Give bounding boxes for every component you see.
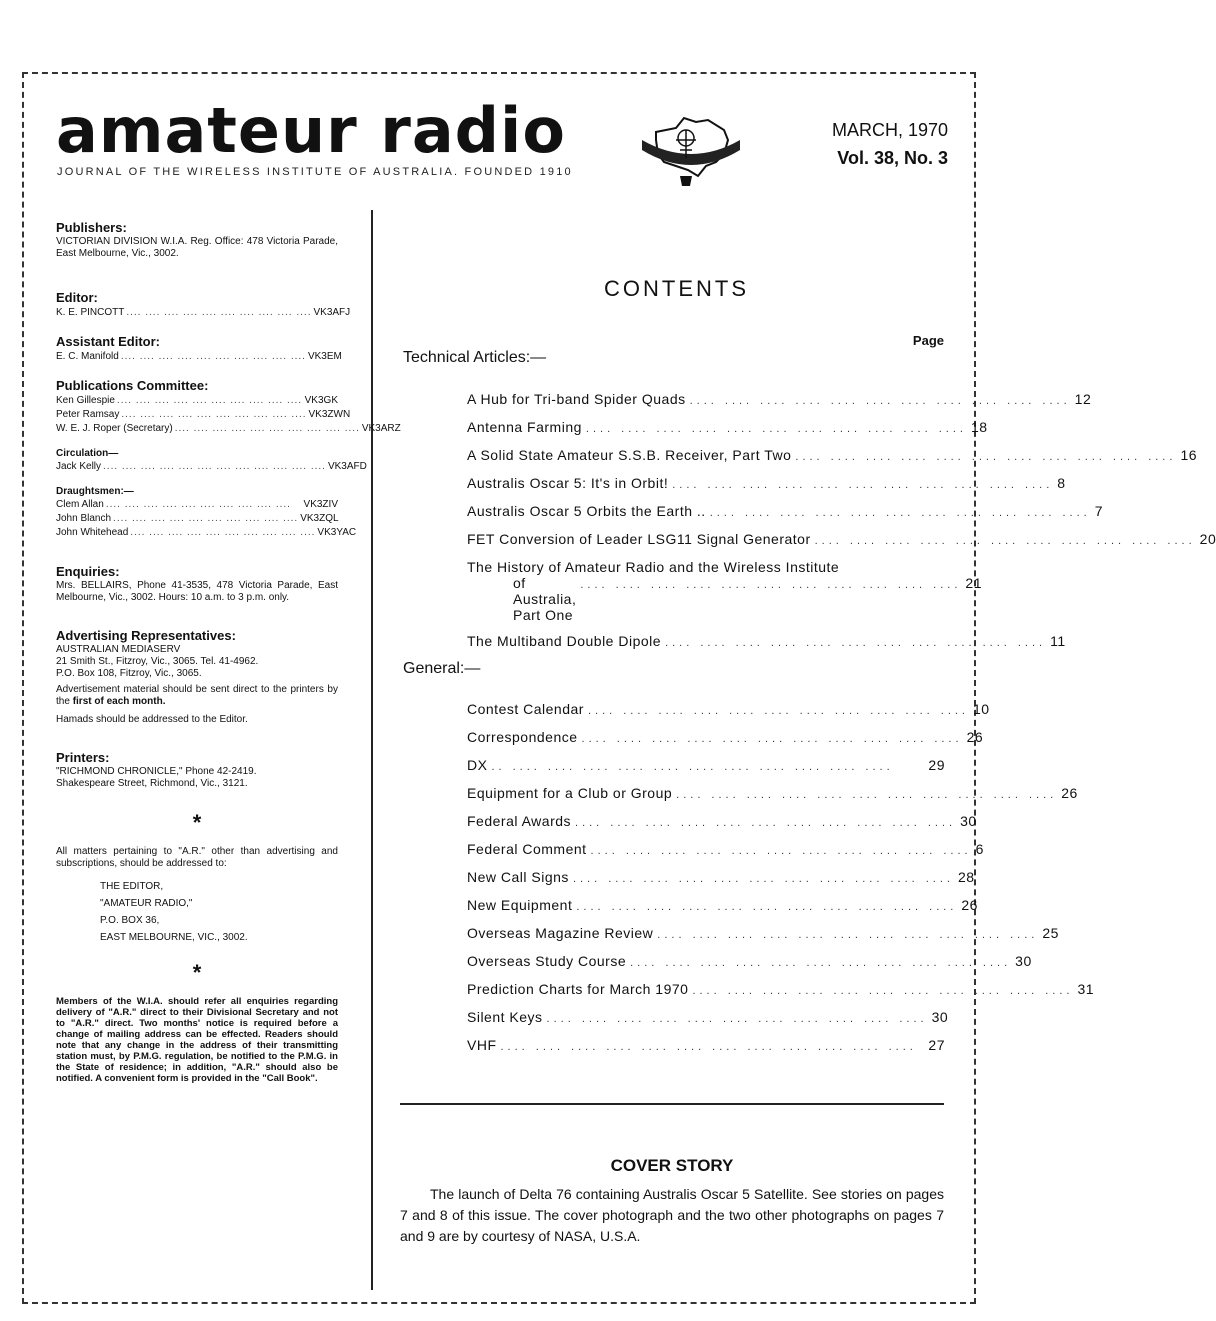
contents-title: CONTENTS — [604, 276, 749, 301]
dot-leader: .... .... .... .... .... .... .... .... .... .... .... — [580, 579, 962, 591]
toc-item-title: VHF — [467, 1037, 497, 1053]
advertising-note — [56, 684, 338, 708]
dot-leader: .... .... .... .... .... .... .... .... .... .... — [174, 423, 360, 434]
toc-item[interactable] — [467, 892, 978, 920]
advertising-note-deadline: first of each month. — [72, 696, 166, 707]
toc-item-page: 8 — [1057, 475, 1066, 491]
circulation-heading: Circulation— — [56, 448, 119, 459]
toc-item-page: 30 — [931, 1009, 949, 1025]
journal-subtitle: JOURNAL OF THE WIRELESS INSTITUTE OF AUSTRALIA. FOUNDED 1910 — [57, 166, 573, 178]
dot-leader: .... .... .... .... .... .... .... .... .... .... .... — [692, 985, 1074, 997]
draughtsmen-section — [56, 486, 357, 540]
page-column-header: Page — [912, 333, 944, 348]
toc-item-title: New Equipment — [467, 897, 573, 913]
address-line: "AMATEUR RADIO," — [100, 898, 193, 909]
toc-item-title: Federal Comment — [467, 841, 587, 857]
staff-name: Jack Kelly — [56, 461, 102, 472]
draughtsmen-heading: Draughtsmen:— — [56, 486, 134, 497]
staff-callsign: VK3ZQL — [300, 513, 339, 524]
toc-item-page: 27 — [928, 1037, 945, 1053]
toc-item[interactable] — [467, 948, 1032, 976]
staff-name: Ken Gillespie — [56, 395, 115, 406]
staff-callsign: VK3AFD — [327, 461, 367, 472]
dot-leader: .... .... .... .... .... .... .... .... .... .... .... .... — [103, 461, 326, 472]
staff-callsign: VK3YAC — [317, 527, 357, 538]
circulation-section — [56, 448, 367, 474]
toc-item-page: 6 — [975, 841, 984, 857]
toc-item[interactable] — [467, 836, 984, 864]
toc-item[interactable] — [467, 628, 1066, 656]
dot-leader: .... .... .... .... .... .... .... .... .... .... .... .... — [500, 1041, 917, 1053]
staff-callsign: VK3EM — [307, 351, 342, 362]
toc-item-title: A Solid State Amateur S.S.B. Receiver, Part Two — [467, 447, 792, 463]
staff-row — [56, 350, 342, 364]
toc-item-title: The History of Amateur Radio and the Wireless Institute — [467, 559, 840, 575]
toc-item-page: 28 — [957, 869, 975, 885]
dot-leader: .... .... .... .... .... .... .... .... .... .... .... — [576, 901, 958, 913]
toc-item-page: 16 — [1180, 447, 1198, 463]
dot-leader: .... .... .... .... .... .... .... .... .... .... — [120, 351, 306, 362]
cover-story-heading: COVER STORY — [610, 1156, 734, 1175]
toc-item[interactable] — [467, 976, 1095, 1004]
printers-section — [56, 750, 338, 790]
toc-item[interactable] — [467, 864, 975, 892]
enquiries-section — [56, 564, 338, 604]
general-list — [467, 696, 1095, 1060]
staff-name: E. C. Manifold — [56, 351, 119, 362]
wia-emblem-icon — [636, 110, 746, 190]
toc-item[interactable] — [467, 752, 945, 780]
staff-row — [56, 408, 351, 422]
members-note-section — [56, 996, 338, 1084]
dot-leader: .... .... .... .... .... .... .... .... .... .... .... — [630, 957, 1012, 969]
dot-leader: .... .... .... .... .... .... .... .... .... .... — [116, 395, 303, 406]
dot-leader: .... .... .... .... .... .... .... .... .... .... .... — [546, 1013, 928, 1025]
section-rule — [400, 1103, 944, 1105]
staff-callsign: VK3ARZ — [361, 423, 401, 434]
dot-leader: .... .... .... .... .... .... .... .... .... .... .... — [575, 817, 957, 829]
toc-item-title: Correspondence — [467, 729, 578, 745]
staff-callsign: VK3AFJ — [313, 307, 351, 318]
dot-leader: .... .... .... .... .... .... .... .... .... .... .... — [676, 789, 1058, 801]
dot-leader: .... .... .... .... .... .... .... .... .... .... .... — [585, 423, 967, 435]
staff-row — [56, 498, 338, 512]
cover-story-text: The launch of Delta 76 containing Australis Oscar 5 Satellite. See stories on pages 7 and 8 of this issue. The cover photograph and the two other photographs on pages 7 and 9 are by courtesy of NASA, U.S.A. — [400, 1186, 944, 1244]
toc-item-title: Federal Awards — [467, 813, 572, 829]
publishers-section — [56, 220, 338, 260]
staff-callsign: VK3GK — [304, 395, 338, 406]
toc-item-title: Antenna Farming — [467, 419, 582, 435]
dot-leader: .... .... .... .... .... .... .... .... .... .... .... — [795, 451, 1177, 463]
dot-leader: .... .... .... .... .... .... .... .... .... .... .... — [814, 535, 1196, 547]
editor-heading: Editor: — [56, 290, 98, 305]
editor-address — [100, 878, 338, 946]
technical-articles-list — [467, 386, 1216, 656]
toc-item[interactable] — [467, 498, 1104, 526]
staff-name: John Whitehead — [56, 527, 129, 538]
printers-line-2: Shakespeare Street, Richmond, Vic., 3121. — [56, 778, 248, 789]
advertising-agency: AUSTRALIAN MEDIASERV — [56, 644, 181, 655]
correspondence-text: All matters pertaining to "A.R." other than advertising and subscriptions, should be addressed to: — [56, 846, 338, 869]
dot-leader: .... .... .... .... .... .... .... .... .... .... .... — [572, 873, 954, 885]
toc-item-title: Overseas Magazine Review — [467, 925, 654, 941]
toc-item[interactable] — [467, 696, 990, 724]
toc-item[interactable] — [467, 780, 1078, 808]
column-divider — [371, 210, 373, 1290]
staff-callsign: VK3ZIV — [303, 499, 338, 510]
issue-volume: Vol. 38, No. 3 — [837, 148, 948, 168]
toc-item-page: 10 — [973, 701, 990, 717]
dot-leader: .... .... .... .... .... .... .... .... .... .... .... — [657, 929, 1039, 941]
toc-item[interactable] — [467, 414, 988, 442]
dot-leader: .... .... .... .... .... .... .... .... .... .... .... — [689, 395, 1071, 407]
masthead-title: amateur radio — [56, 94, 566, 167]
dot-leader: .... .... .... .... .... .... .... .... .... .... .... — [587, 705, 969, 717]
toc-item-page: 25 — [1042, 925, 1059, 941]
toc-item[interactable] — [467, 470, 1066, 498]
dot-leader: .... .... .... .... .... .... .... .... .... .... .... — [672, 479, 1054, 491]
toc-item[interactable] — [467, 554, 982, 628]
general-heading: General:— — [403, 660, 481, 677]
dot-leader: .... .... .... .... .... .... .... .... .... .... — [113, 513, 299, 524]
staff-name: W. E. J. Roper (Secretary) — [56, 423, 173, 434]
toc-item-title: Overseas Study Course — [467, 953, 627, 969]
toc-item[interactable] — [467, 808, 977, 836]
dot-leader: .... .... .... .... .... .... .... .... .... .... — [121, 409, 307, 420]
hamads-note: Hamads should be addressed to the Editor. — [56, 714, 248, 725]
toc-item-title: Contest Calendar — [467, 701, 584, 717]
toc-item-page: 21 — [965, 575, 982, 591]
star-separator: * — [192, 960, 202, 985]
toc-item-page: 12 — [1074, 391, 1092, 407]
printers-heading: Printers: — [56, 750, 110, 765]
toc-item-title: A Hub for Tri-band Spider Quads — [467, 391, 686, 407]
toc-item-page: 30 — [960, 813, 977, 829]
toc-item-page: 26 — [966, 729, 984, 745]
toc-item-title: Australis Oscar 5 Orbits the Earth .. — [467, 503, 706, 519]
advertising-address: 21 Smith St., Fitzroy, Vic., 3065. Tel. 41-4962. — [56, 656, 259, 667]
staff-row — [56, 306, 351, 320]
staff-name: Clem Allan — [56, 499, 104, 510]
toc-item-page: 7 — [1094, 503, 1104, 519]
correspondence-section — [56, 846, 338, 946]
toc-item-page: 20 — [1199, 531, 1216, 547]
enquiries-heading: Enquiries: — [56, 564, 120, 579]
staff-name: John Blanch — [56, 513, 112, 524]
toc-item-title: Prediction Charts for March 1970 — [467, 981, 689, 997]
publications-committee-heading: Publications Committee: — [56, 378, 209, 393]
address-line: THE EDITOR, — [100, 881, 164, 892]
members-note-text: Members of the W.I.A. should refer all enquiries regarding delivery of "A.R." direct to their Divisional Secretary and not to "A.R." direct. Two months' notice is required before a change of mailing address can be effected. Readers should note that any change in the address of their transmitting station must, by P.M.G. regulation, be notified to the P.M.G. in the State of residence; in addition, "A.R." should also be notified. A convenient form is provided in the "Call Book". — [56, 996, 338, 1084]
toc-item-page: 11 — [1050, 633, 1066, 649]
advertising-section — [56, 628, 338, 726]
dot-leader: .... .... .... .... .... .... .... .... .... .... .... — [665, 637, 1047, 649]
issue-date: MARCH, 1970 — [831, 120, 948, 140]
staff-name: Peter Ramsay — [56, 409, 120, 420]
dot-leader: .... .... .... .... .... .... .... .... .... .... .... — [590, 845, 972, 857]
dot-leader: .... .... .... .... .... .... .... .... .... .... — [130, 527, 316, 538]
toc-item[interactable] — [467, 724, 984, 752]
staff-row — [56, 422, 401, 436]
toc-item-page: 30 — [1015, 953, 1032, 969]
toc-item[interactable] — [467, 442, 1198, 470]
staff-row — [56, 460, 367, 474]
staff-callsign: VK3ZWN — [308, 409, 351, 420]
advertising-po-box: P.O. Box 108, Fitzroy, Vic., 3065. — [56, 668, 202, 679]
staff-row — [56, 512, 338, 526]
advertising-heading: Advertising Representatives: — [56, 628, 236, 643]
toc-item[interactable] — [467, 386, 1092, 414]
toc-item-page: 26 — [1061, 785, 1078, 801]
toc-item-title: DX — [467, 757, 488, 773]
staff-name: K. E. PINCOTT — [56, 307, 125, 318]
toc-item-title: Equipment for a Club or Group — [467, 785, 673, 801]
enquiries-text: Mrs. BELLAIRS, Phone 41-3535, 478 Victoria Parade, East Melbourne, Vic., 3002. Hours: 10 a.m. to 3 p.m. only. — [56, 580, 338, 603]
staff-row — [56, 526, 357, 540]
editor-section — [56, 290, 351, 320]
toc-item-title: New Call Signs — [467, 869, 569, 885]
toc-item-title: Australis Oscar 5: It's in Orbit! — [467, 475, 669, 491]
dot-leader: .... .... .... .... .... .... .... .... .... .... — [105, 499, 291, 510]
dot-leader: .... .... .... .... .... .... .... .... .... .... .... — [581, 733, 963, 745]
toc-item[interactable] — [467, 526, 1216, 554]
technical-articles-heading: Technical Articles:— — [403, 349, 547, 366]
toc-item-page: 31 — [1077, 981, 1095, 997]
toc-item-title: The Multiband Double Dipole — [467, 633, 662, 649]
masthead-column — [56, 220, 401, 1084]
address-line: P.O. BOX 36, — [100, 915, 160, 926]
toc-item-continuation — [467, 575, 982, 623]
toc-item[interactable] — [467, 1004, 949, 1032]
toc-item-page: 18 — [970, 419, 988, 435]
toc-item-title: Silent Keys — [467, 1009, 543, 1025]
address-line: EAST MELBOURNE, VIC., 3002. — [100, 932, 248, 943]
toc-item-title: FET Conversion of Leader LSG11 Signal Generator — [467, 531, 811, 547]
publishers-heading: Publishers: — [56, 220, 127, 235]
publications-committee-section — [56, 378, 401, 436]
dot-leader: .... .... .... .... .... .... .... .... .... .... .... — [709, 507, 1091, 519]
toc-item[interactable] — [467, 920, 1059, 948]
toc-item-page: 26 — [961, 897, 978, 913]
assistant-editor-section — [56, 334, 342, 364]
assistant-editor-heading: Assistant Editor: — [56, 334, 161, 349]
publishers-text: VICTORIAN DIVISION W.I.A. Reg. Office: 478 Victoria Parade, East Melbourne, Vic., 3002. — [56, 236, 338, 259]
staff-row — [56, 394, 338, 408]
toc-item[interactable] — [467, 1032, 945, 1060]
toc-item-page: 29 — [928, 757, 945, 773]
dot-leader: .. .... .... .... .... .... .... .... .... .... .... .... — [491, 761, 894, 773]
dot-leader: .... .... .... .... .... .... .... .... .... .... — [126, 307, 312, 318]
advertising-note-text: Advertisement material should be sent direct to the printers by the — [56, 684, 338, 707]
printers-line-1: "RICHMOND CHRONICLE," Phone 42-2419. — [56, 766, 257, 777]
star-separator: * — [192, 810, 202, 835]
toc-item-title-continued: of Australia, Part One — [513, 575, 577, 623]
